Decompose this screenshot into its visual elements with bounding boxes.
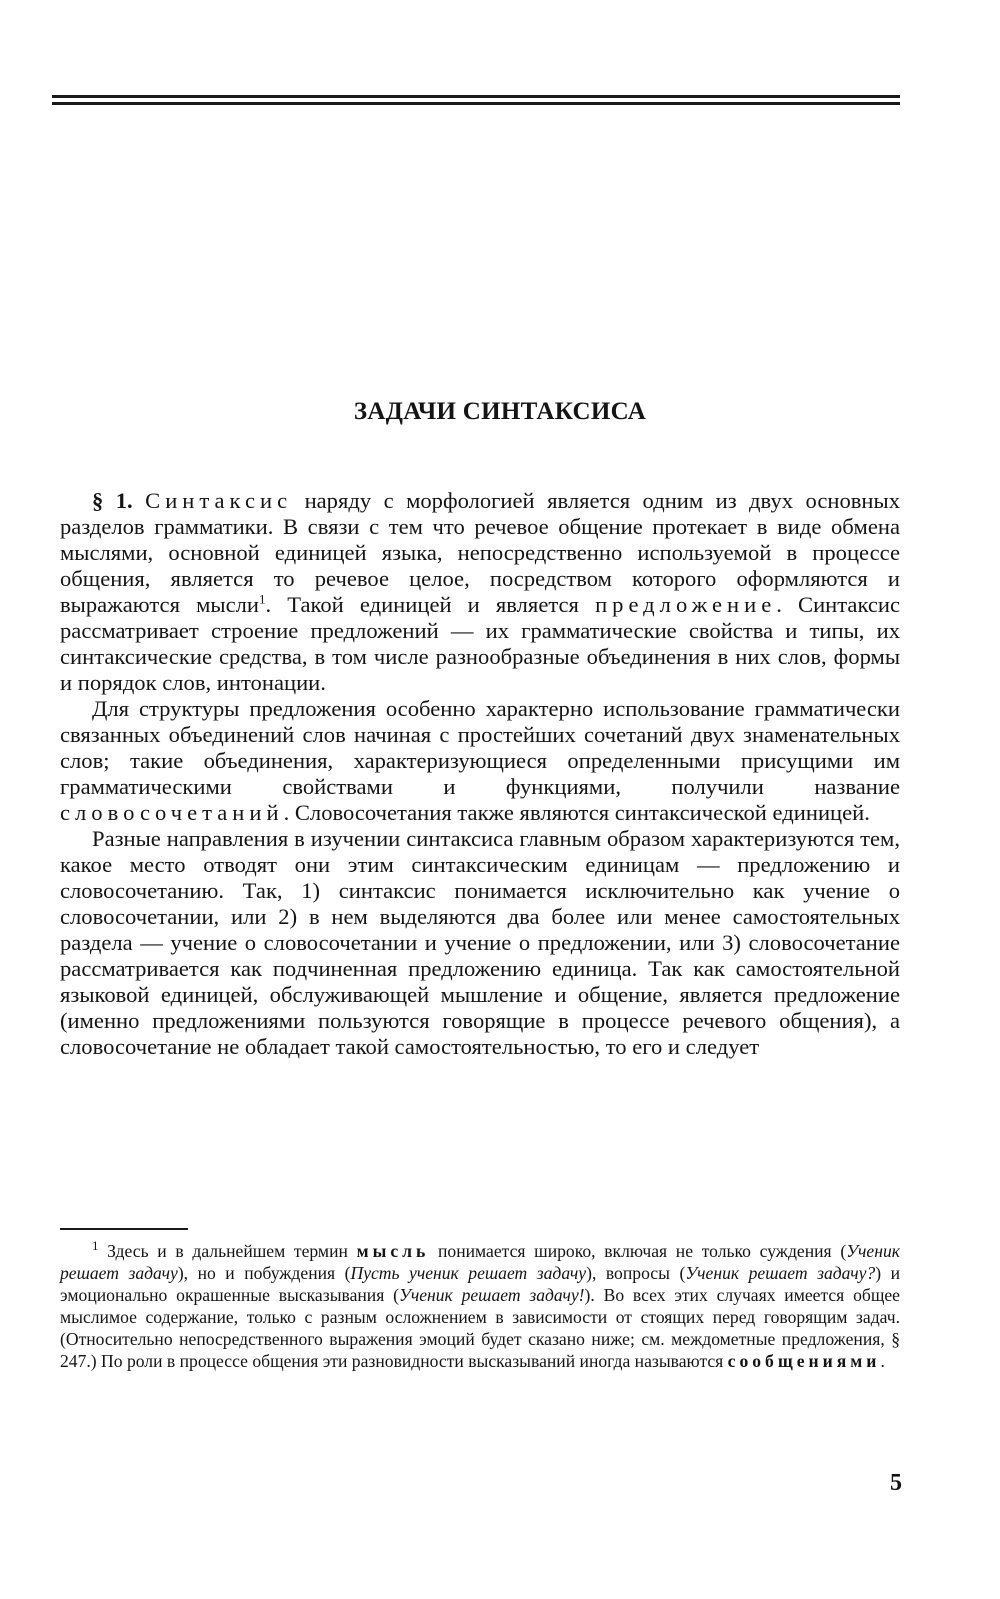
example-3: Ученик решает задачу? xyxy=(685,1263,876,1283)
footnote-ref: 1 xyxy=(258,591,266,607)
section-mark: § 1. xyxy=(92,488,133,513)
term-syntax: Синтаксис xyxy=(145,488,293,513)
example-4: Ученик решает задачу! xyxy=(398,1285,585,1305)
footnote-divider xyxy=(60,1228,188,1230)
term-sentence: предложение xyxy=(595,592,777,617)
term-thought: мысль xyxy=(356,1241,430,1261)
paragraph-2: Для структуры предложения особенно характерно использование грамматически связанных объединений слов начиная с простейших сочетаний двух знаменательных слов; такие объединения, характеризующиеся определенными присущими им грамматическими свойствами и функциями, получили название словосочетаний. Словосочетания также являются синтаксической единицей. xyxy=(60,696,900,825)
header-double-rule xyxy=(52,95,900,105)
term-word-combinations: словосочетаний xyxy=(60,800,284,825)
example-2: Пусть ученик решает задачу xyxy=(350,1263,587,1283)
footnote-marker: 1 xyxy=(92,1238,99,1254)
footnote: $^1$ Здесь и в дальнейшем термин мысль понимается широко, включая не только суждения (Ученик решает задачу), но и побуждения (Пусть ученик решает задачу), вопросы (Ученик решает задачу?) и эмоционально окрашенные высказывания (Ученик решает задачу!). Во всех этих случаях имеется общее мыслимое содержание, только с разным осложнением в зависимости от стоящих перед говорящим задач. (Относительно непосредственного выражения эмоций будет сказано ниже; см. междометные предложения, § 247.) По роли в процессе общения эти разновидности высказываний иногда называются сообщениями. xyxy=(60,1238,900,1371)
paragraph-3: Разные направления в изучении синтаксиса главным образом характеризуются тем, какое место отводят они этим синтаксическим единицам — предложению и словосочетанию. Так, 1) синтаксис понимается исключительно как учение о словосочетании, или 2) в нем выделяются два более или менее самостоятельных раздела — учение о словосочетании и учение о предложении, или 3) словосочетание рассматривается как подчиненная предложению единица. Так как самостоятельной языковой единицей, обслуживающей мышление и общение, является предложение (именно предложениями пользуются говорящие в процессе речевого общения), а словосочетание не обладает такой самостоятельностью, то его и следует xyxy=(60,826,900,1059)
page-number: 5 xyxy=(890,1470,902,1496)
term-messages: сообщениями xyxy=(727,1351,881,1371)
chapter-title: ЗАДАЧИ СИНТАКСИСА xyxy=(353,398,647,425)
example-1: Ученик решает задачу xyxy=(60,1241,900,1283)
main-text xyxy=(60,488,900,1060)
paragraph-1: § 1. Синтаксис наряду с морфологией является одним из двух основных разделов грамматики. В связи с тем что речевое общение протекает в виде обмена мыслями, основной единицей языка, непосредственно используемой в процессе общения, является то речевое целое, посредством которого оформляются и выражаются мысли$^1$. Такой единицей и является предложение. Синтаксис рассматривает строение предложений — их грамматические свойства и типы, их синтаксические средства, в том числе разнообразные объединения в них слов, формы и порядок слов, интонации. xyxy=(60,488,901,695)
